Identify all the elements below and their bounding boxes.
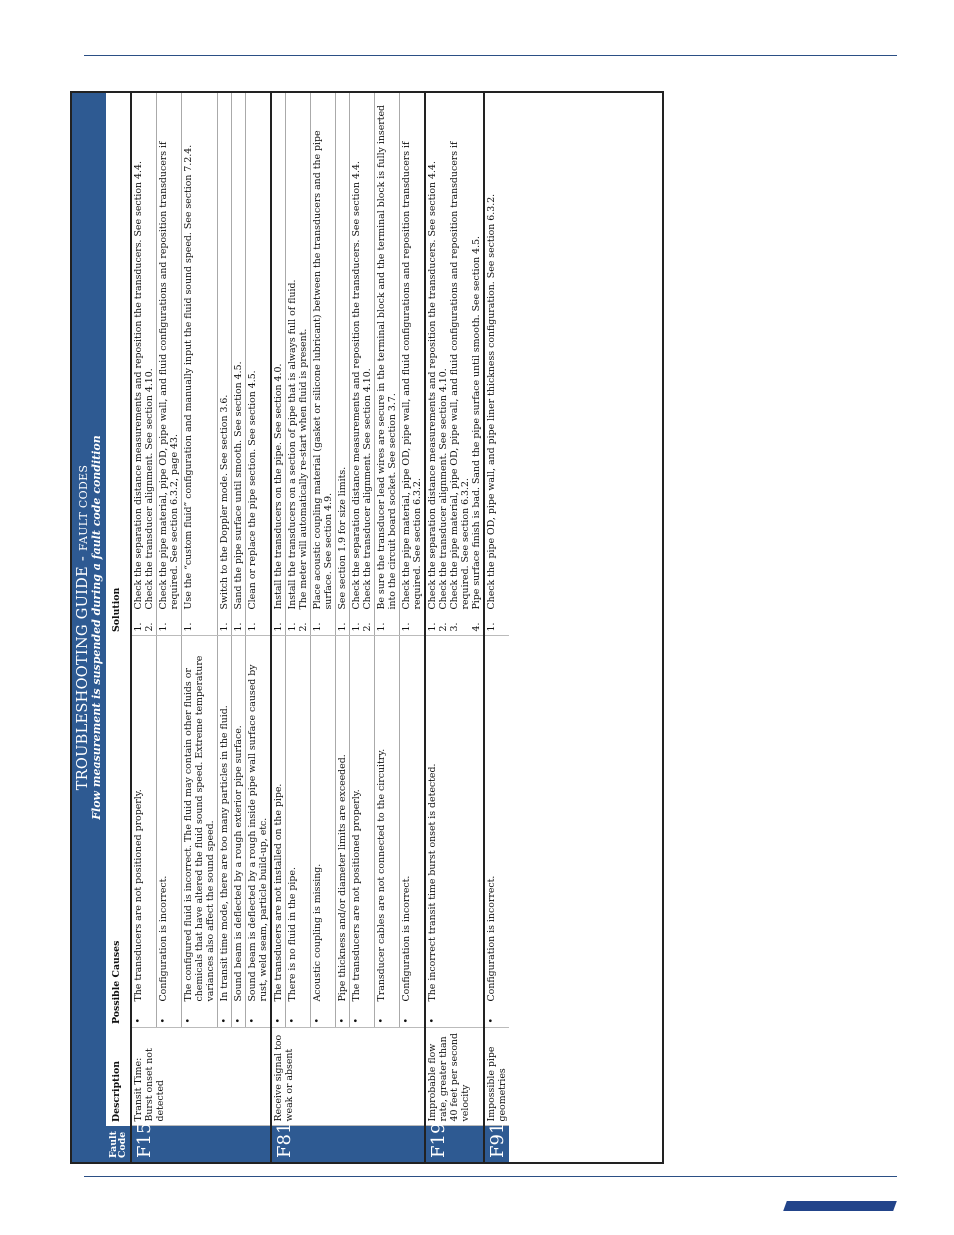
solution-step [438, 97, 449, 632]
solution-step-text: Check the pipe material, pipe OD, pipe wall, and fluid configurations and reposition transducers if required. See section 6.3.2. [401, 141, 423, 610]
possible-cause-text: The transducers are not positioned properly. [351, 789, 362, 1002]
solution-step [449, 97, 471, 632]
fault-description-cell: Transit Time: Burst onset not detected [131, 1028, 271, 1126]
possible-cause-cell [157, 636, 182, 1028]
footer-tab-decoration [783, 1201, 897, 1211]
solution-step [376, 97, 398, 632]
solution-cell [218, 93, 232, 636]
possible-cause-text: Configuration is incorrect. [158, 875, 169, 1002]
table-row [484, 93, 509, 1162]
bullet-icon: • [233, 1017, 244, 1024]
table-row [232, 93, 246, 1162]
bullet-icon: • [401, 1017, 412, 1024]
solution-step [427, 97, 438, 632]
solution-step-number: 3. [449, 622, 460, 632]
solution-step-number: 1. [233, 622, 244, 632]
possible-cause-text: In transit time mode, there are too many particles in the fluid. [219, 705, 230, 1002]
solution-step [298, 97, 309, 632]
possible-cause-text: Pipe thickness and/or diameter limits are exceeded. [337, 754, 348, 1002]
possible-cause-text: The transducers are not installed on the pipe. [273, 783, 284, 1002]
table-title-bar [72, 93, 106, 1162]
fault-code-cell: F81 [271, 1126, 425, 1162]
fault-description-cell: Receive signal too weak or absent [271, 1028, 425, 1126]
solution-cell [286, 93, 311, 636]
bullet-icon: • [312, 1017, 323, 1024]
solution-step-text: Check the transducer alignment. See section 4.10. [144, 368, 155, 610]
solution-step-number: 1. [401, 622, 412, 632]
bullet-icon: • [486, 1017, 497, 1024]
possible-cause-text: The incorrect transit time burst onset is detected. [427, 763, 438, 1002]
solution-cell [182, 93, 218, 636]
table-row [400, 93, 426, 1162]
solution-step [219, 97, 230, 632]
possible-cause-text: Sound beam is deflected by a rough inside pipe wall surface caused by rust, weld seam, particle build-up, etc. [247, 664, 269, 1002]
solution-cell [311, 93, 336, 636]
table-subtitle: Flow measurement is suspended during a fault code condition [90, 435, 104, 820]
bullet-icon: • [427, 1017, 438, 1024]
solution-step-text: See section 1.9 for size limits. [337, 466, 348, 610]
solution-step-number: 1. [312, 622, 323, 632]
table-row [246, 93, 272, 1162]
solution-cell [484, 93, 509, 636]
solution-step-text: Install the transducers on a section of pipe that is always full of fluid. [287, 279, 298, 610]
solution-cell [375, 93, 400, 636]
table-body [131, 93, 509, 1162]
bullet-icon: • [158, 1017, 169, 1024]
table-title: TROUBLESHOOTING GUIDE - FAULT CODES [74, 464, 91, 791]
possible-cause-cell [425, 636, 484, 1028]
possible-cause-cell [182, 636, 218, 1028]
solution-step-text: Check the pipe material, pipe OD, pipe wall, and fluid configurations and reposition transducers if required. See section 6.3.2, page 43. [158, 141, 180, 610]
solution-step [312, 97, 334, 632]
solution-step-text: Be sure the transducer lead wires are secure in the terminal block and the terminal block is fully inserted into the circuit board socket. See section 3.7. [376, 104, 398, 610]
bullet-icon: • [337, 1017, 348, 1024]
footer-rule [84, 1176, 897, 1177]
table-row [311, 93, 336, 1162]
table-row [336, 93, 350, 1162]
solution-step-text: Check the transducer alignment. See section 4.10. [438, 368, 449, 610]
possible-cause-text: Transducer cables are not connected to the circuitry. [376, 748, 387, 1002]
fault-code-cell: F15 [131, 1126, 271, 1162]
solution-step-text: The meter will automatically re-start when fluid is present. [298, 328, 309, 610]
solution-step-number: 1. [219, 622, 230, 632]
solution-step-number: 1. [486, 622, 497, 632]
possible-cause-cell [311, 636, 336, 1028]
solution-step-text: Use the “custom fluid” configuration and manually input the fluid sound speed. See section 7.2.4. [183, 144, 194, 610]
possible-cause-text: Configuration is incorrect. [486, 875, 497, 1002]
solution-step [337, 97, 348, 632]
possible-cause-text: The configured fluid is incorrect. The fluid may contain other fluids or chemicals that have altered the fluid sound speed. Extreme temperature variances also affect the sound speed. [183, 655, 216, 1002]
solution-cell [131, 93, 157, 636]
solution-step [133, 97, 144, 632]
solution-step [247, 97, 258, 632]
solution-step [486, 97, 497, 632]
solution-step-number: 1. [427, 622, 438, 632]
possible-cause-cell [400, 636, 426, 1028]
solution-step-number: 1. [337, 622, 348, 632]
solution-step-text: Check the separation distance measurements and reposition the transducers. See section 4.4. [427, 161, 438, 610]
header-description: Description [111, 1060, 122, 1122]
table-row [375, 93, 400, 1162]
bullet-icon: • [376, 1017, 387, 1024]
solution-step [287, 97, 298, 632]
possible-cause-cell [484, 636, 509, 1028]
possible-cause-cell [375, 636, 400, 1028]
fault-description-cell: Impossible pipe geometries [484, 1028, 509, 1126]
solution-step-text: Check the separation distance measurements and reposition the transducers. See section 4.4. [133, 161, 144, 610]
possible-cause-text: There is no fluid in the pipe. [287, 867, 298, 1002]
bullet-icon: • [133, 1017, 144, 1024]
possible-cause-cell [232, 636, 246, 1028]
solution-step-number: 2. [362, 622, 373, 632]
table-row [218, 93, 232, 1162]
solution-step-number: 4. [471, 622, 482, 632]
bullet-icon: • [219, 1017, 230, 1024]
solution-step-text: Place acoustic coupling material (gasket or silicone lubricant) between the transducers and the pipe surface. See section 4.9. [312, 130, 334, 610]
solution-step-text: Check the separation distance measurements and reposition the transducers. See section 4.4. [351, 161, 362, 610]
solution-step [362, 97, 373, 632]
header-possible-causes: Possible Causes [111, 940, 122, 1024]
solution-step [144, 97, 155, 632]
table-row [131, 93, 157, 1162]
possible-cause-cell [246, 636, 272, 1028]
header-fault-code: Fault Code [106, 1126, 131, 1162]
solution-step-number: 1. [376, 622, 387, 632]
fault-codes-table [106, 93, 509, 1162]
possible-cause-cell [271, 636, 286, 1028]
solution-step-text: Check the pipe material, pipe OD, pipe wall, and fluid configurations and reposition transducers if required. See section 6.3.2. [449, 141, 471, 610]
rotated-table-content [72, 93, 662, 1162]
solution-step-text: Check the transducer alignment. See section 4.10. [362, 368, 373, 610]
bullet-icon: • [247, 1017, 258, 1024]
possible-cause-cell [131, 636, 157, 1028]
table-row [425, 93, 484, 1162]
header-rule [84, 55, 897, 56]
solution-step [233, 97, 244, 632]
possible-cause-cell [350, 636, 375, 1028]
solution-step [401, 97, 423, 632]
bullet-icon: • [183, 1017, 194, 1024]
solution-step-text: Switch to the Doppler mode. See section 3.6. [219, 394, 230, 610]
solution-step-number: 1. [351, 622, 362, 632]
fault-description-cell: Improbable flow rate, greater than 40 feet per second velocity [425, 1028, 484, 1126]
solution-cell [350, 93, 375, 636]
solution-cell [425, 93, 484, 636]
solution-step-number: 1. [158, 622, 169, 632]
fault-code-cell: F19 [425, 1126, 484, 1162]
solution-step-text: Install the transducers on the pipe. See section 4.0. [273, 363, 284, 610]
solution-step [351, 97, 362, 632]
solution-step-text: Sand the pipe surface until smooth. See section 4.5. [233, 361, 244, 610]
solution-step [158, 97, 180, 632]
possible-cause-text: The transducers are not positioned properly. [133, 789, 144, 1002]
solution-cell [232, 93, 246, 636]
solution-step [471, 97, 482, 632]
possible-cause-cell [336, 636, 350, 1028]
solution-step-number: 1. [183, 622, 194, 632]
solution-step-number: 2. [298, 622, 309, 632]
solution-step-number: 1. [287, 622, 298, 632]
solution-step-number: 1. [247, 622, 258, 632]
table-row [286, 93, 311, 1162]
solution-step-number: 1. [273, 622, 284, 632]
solution-step-text: Pipe surface finish is bad. Sand the pipe surface until smooth. See section 4.5. [471, 235, 482, 610]
bullet-icon: • [287, 1017, 298, 1024]
table-header-row [106, 93, 131, 1162]
table-row [157, 93, 182, 1162]
possible-cause-text: Sound beam is deflected by a rough exterior pipe surface. [233, 725, 244, 1002]
possible-cause-cell [218, 636, 232, 1028]
table-row [182, 93, 218, 1162]
possible-cause-text: Configuration is incorrect. [401, 875, 412, 1002]
solution-cell [157, 93, 182, 636]
fault-codes-table-frame [70, 91, 664, 1164]
solution-cell [271, 93, 286, 636]
solution-step-number: 2. [438, 622, 449, 632]
solution-step [183, 97, 194, 632]
header-solution: Solution [111, 587, 122, 632]
bullet-icon: • [273, 1017, 284, 1024]
solution-cell [400, 93, 426, 636]
possible-cause-text: Acoustic coupling is missing. [312, 863, 323, 1002]
possible-cause-cell [286, 636, 311, 1028]
solution-cell [336, 93, 350, 636]
solution-step-number: 2. [144, 622, 155, 632]
solution-step-text: Check the pipe OD, pipe wall, and pipe liner thickness configuration. See section 6.3.2. [486, 193, 497, 610]
fault-code-cell: F91 [484, 1126, 509, 1162]
solution-step-text: Clean or replace the pipe section. See section 4.5. [247, 370, 258, 610]
table-row [271, 93, 286, 1162]
table-row [350, 93, 375, 1162]
solution-step [273, 97, 284, 632]
solution-cell [246, 93, 272, 636]
bullet-icon: • [351, 1017, 362, 1024]
solution-step-number: 1. [133, 622, 144, 632]
